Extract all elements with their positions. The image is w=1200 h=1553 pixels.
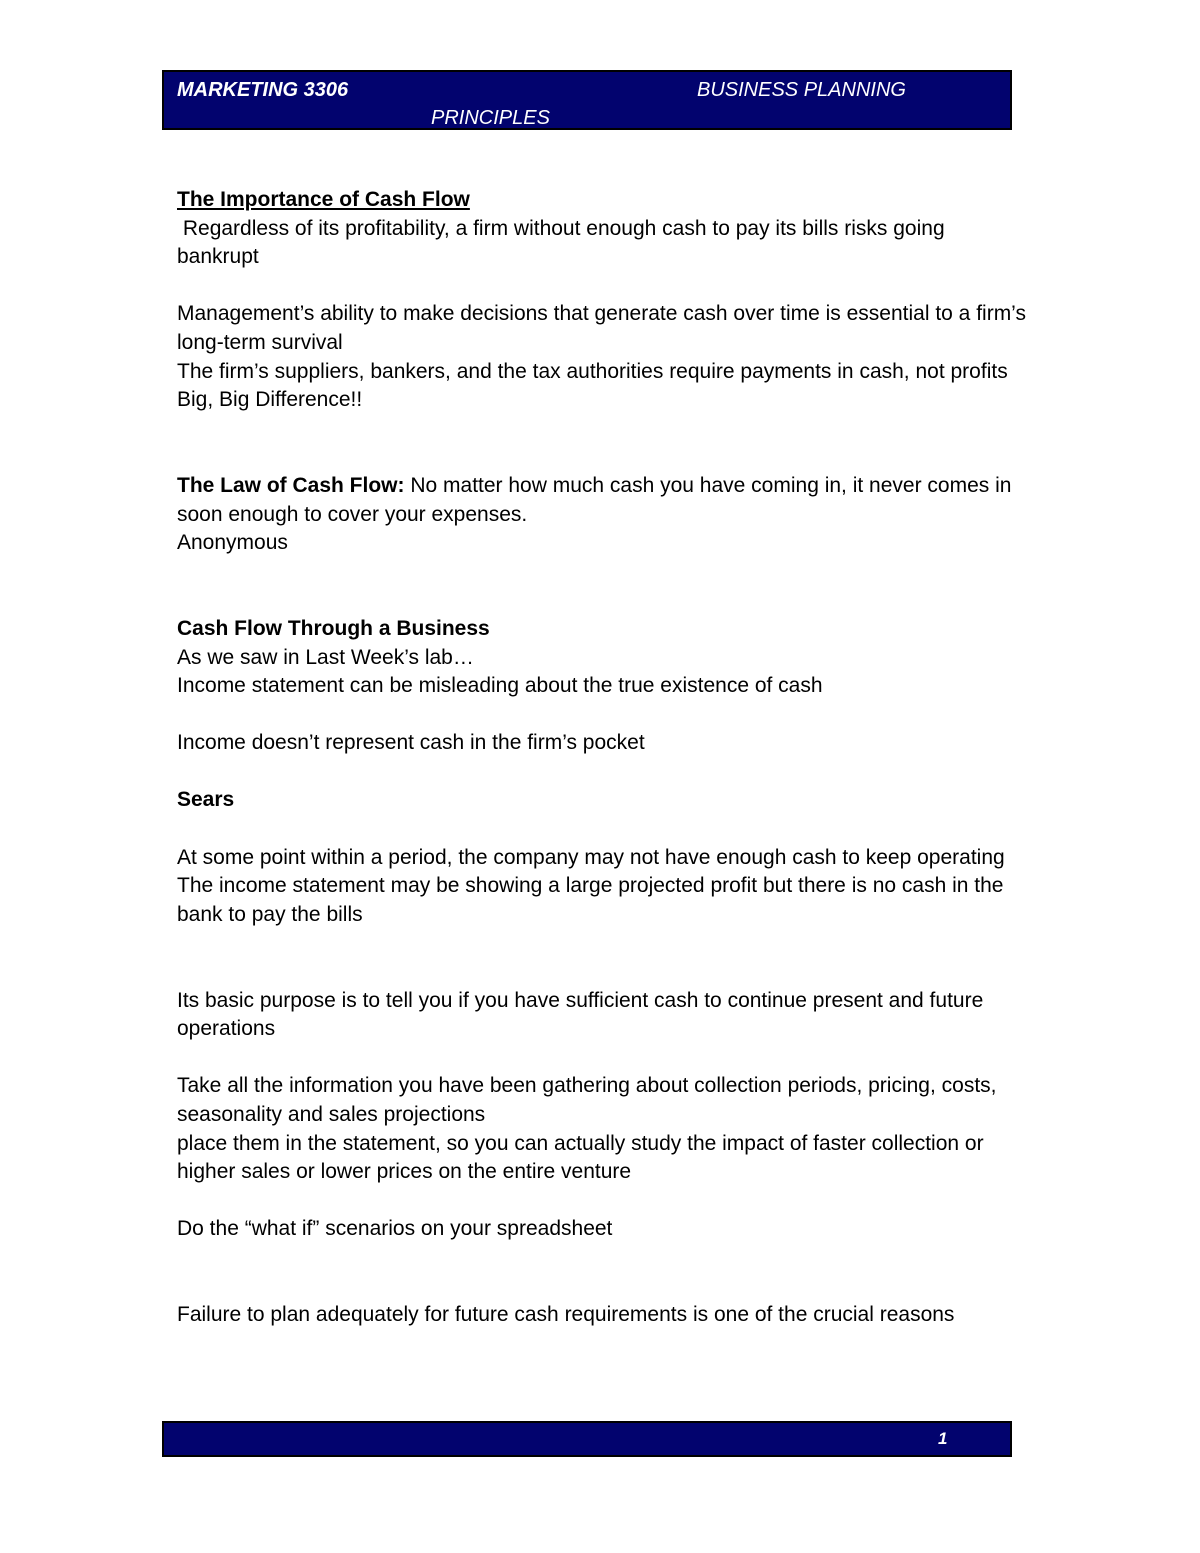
spacer [177, 701, 1027, 730]
paragraph-last-week-lab: As we saw in Last Week’s lab… [177, 645, 474, 669]
paragraph-management: Management’s ability to make decisions that generate cash over time is essential to a firm’s long-term survival [177, 302, 1026, 354]
page-footer-bar [162, 1421, 1012, 1457]
paragraph-projected-profit: The income statement may be showing a large projected profit but there is no cash in the bank to pay the bills [177, 874, 1004, 926]
page-number: 1 [938, 1429, 948, 1448]
spacer [177, 1044, 1027, 1073]
paragraph-basic-purpose: Its basic purpose is to tell you if you have sufficient cash to continue present and future operations [177, 988, 984, 1041]
spacer [177, 929, 1027, 986]
paragraph-gather-information: Take all the information you have been gathering about collection periods, pricing, costs, seasonality and sales projections [177, 1074, 997, 1126]
heading-cash-flow-through-business: Cash Flow Through a Business [177, 616, 490, 640]
paragraph-study-impact: place them in the statement, so you can actually study the impact of faster collection or higher sales or lower prices on the entire venture [177, 1131, 984, 1184]
document-title-line1: BUSINESS PLANNING [697, 79, 906, 101]
paragraph-income-statement-misleading: Income statement can be misleading about the true existence of cash [177, 674, 823, 698]
document-title-line2: PRINCIPLES [431, 107, 550, 129]
paragraph-law-of-cash-flow [177, 472, 1027, 529]
paragraph-big-difference: Big, Big Difference!! [177, 388, 363, 412]
page-header-bar [162, 70, 1012, 130]
spacer [177, 1187, 1027, 1216]
paragraph-income-not-cash: Income doesn’t represent cash in the firm’s pocket [177, 731, 645, 755]
paragraph-attribution: Anonymous [177, 531, 288, 555]
paragraph-what-if: Do the “what if” scenarios on your spreadsheet [177, 1217, 613, 1241]
spacer [177, 758, 1027, 787]
law-text: No matter how much cash you have coming in, it never comes in soon enough to cover your expenses. [177, 473, 1018, 526]
paragraph-failure-to-plan: Failure to plan adequately for future cash requirements is one of the crucial reasons [177, 1303, 955, 1327]
law-label: The Law of Cash Flow: [177, 473, 405, 497]
spacer [177, 272, 1027, 301]
paragraph-not-enough-cash: At some point within a period, the company may not have enough cash to keep operating [177, 845, 1005, 869]
course-title: MARKETING 3306 [177, 79, 349, 101]
spacer [177, 558, 1027, 615]
spacer [177, 815, 1027, 844]
paragraph-suppliers: The firm’s suppliers, bankers, and the tax authorities require payments in cash, not profits [177, 359, 1008, 383]
paragraph-profitability: Regardless of its profitability, a firm without enough cash to pay its bills risks going bankrupt [177, 216, 951, 269]
heading-sears: Sears [177, 788, 235, 812]
heading-importance-of-cash-flow: The Importance of Cash Flow [177, 188, 470, 211]
spacer [177, 1244, 1027, 1301]
spacer [177, 415, 1027, 472]
document-body [177, 186, 1027, 1330]
